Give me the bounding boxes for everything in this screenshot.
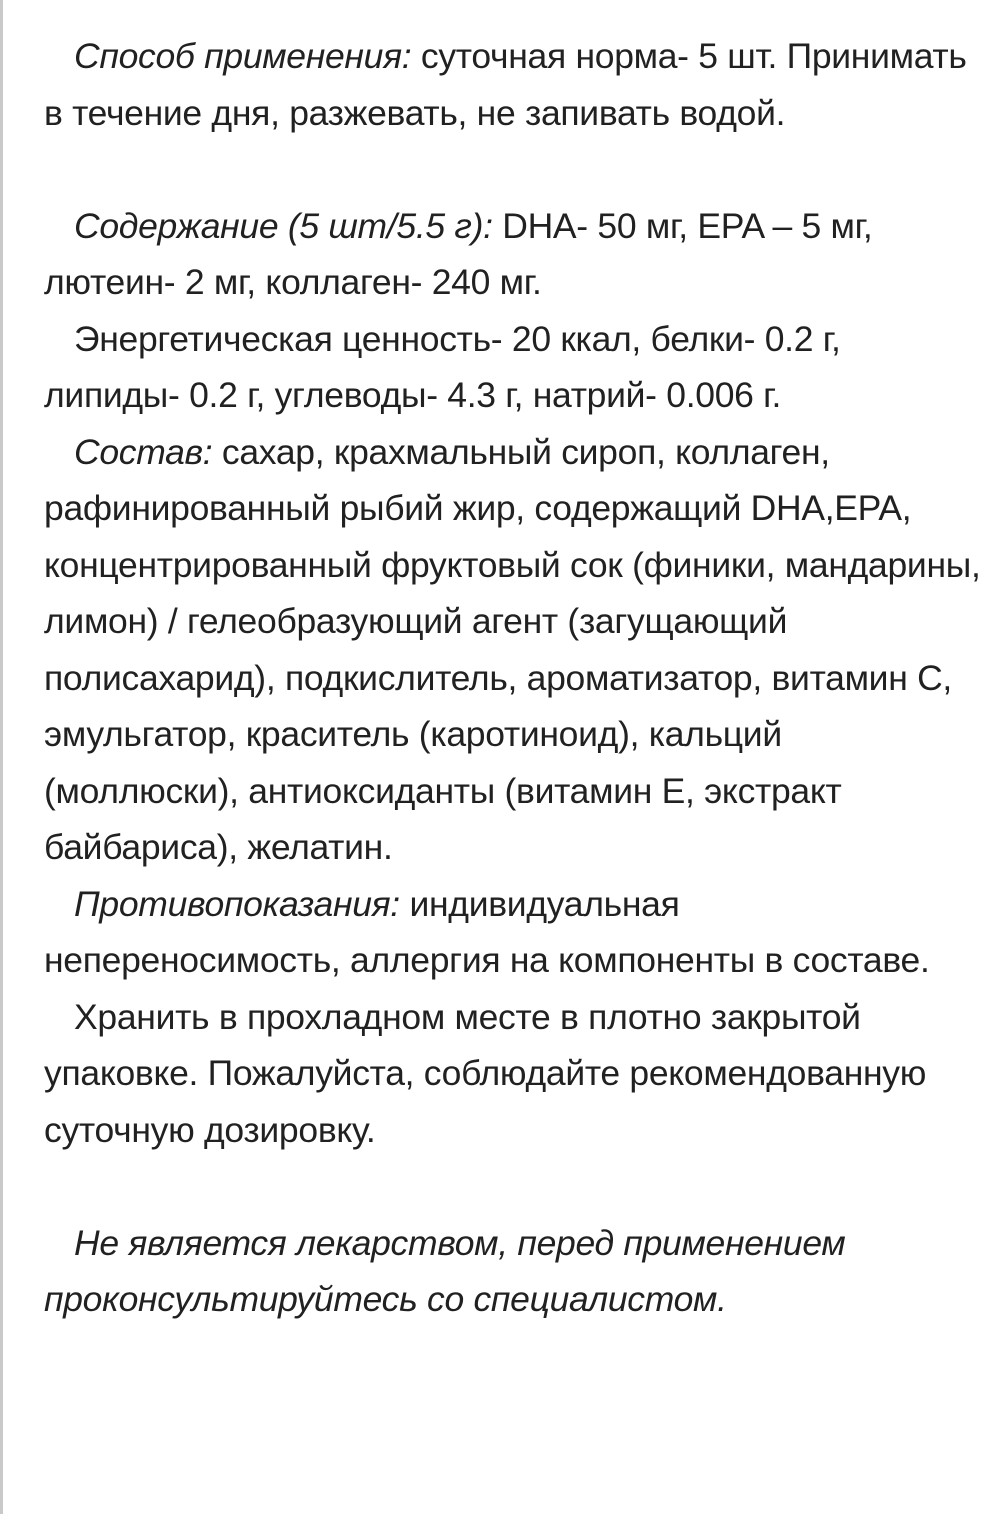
contraindications-label: Противопоказания: [74,883,400,924]
content-text: DHA- 50 мг, EPA – 5 мг, лютеин- 2 мг, коллаген- 240 мг. [44,205,873,302]
storage-text: Хранить в прохладном месте в плотно закрытой упаковке. Пожалуйста, соблюдайте рекомендованную суточную дозировку. [44,996,927,1150]
paragraph-gap [44,1158,984,1215]
product-description [44,28,984,1328]
composition-label: Состав: [74,431,213,472]
disclaimer-text: Не является лекарством, перед применением проконсультируйтесь со специалистом. [44,1222,846,1319]
paragraph-gap [44,141,984,198]
composition-paragraph [44,424,984,876]
usage-paragraph [44,28,984,141]
composition-text: сахар, крахмальный сироп, коллаген, рафинированный рыбий жир, содержащий DHA,EPA, концентрированный фруктовый сок (финики, мандарины, лимон) / гелеобразующий агент (загущающий полисахарид), подкислитель, ароматизатор, витамин С, эмульгатор, краситель (каротиноид), кальций (моллюски), антиоксиданты (витамин Е, экстракт байбариса), желатин. [44,431,981,867]
content-label: Содержание (5 шт/5.5 г): [74,205,493,246]
left-border [0,0,3,1514]
contraindications-text: индивидуальная непереносимость, аллергия на компоненты в составе. [44,883,930,980]
energy-text: Энергетическая ценность- 20 ккал, белки- 0.2 г, липиды- 0.2 г, углеводы- 4.3 г, натрий- 0.006 г. [44,318,841,415]
usage-label: Способ применения: [74,36,412,76]
usage-text: суточная норма- 5 шт. Принимать в течение дня, разжевать, не запивать водой. [44,36,967,133]
storage-paragraph [44,989,984,1159]
contraindications-paragraph [44,876,984,989]
content-paragraph [44,198,984,311]
disclaimer-paragraph [44,1215,984,1328]
energy-paragraph [44,311,984,424]
